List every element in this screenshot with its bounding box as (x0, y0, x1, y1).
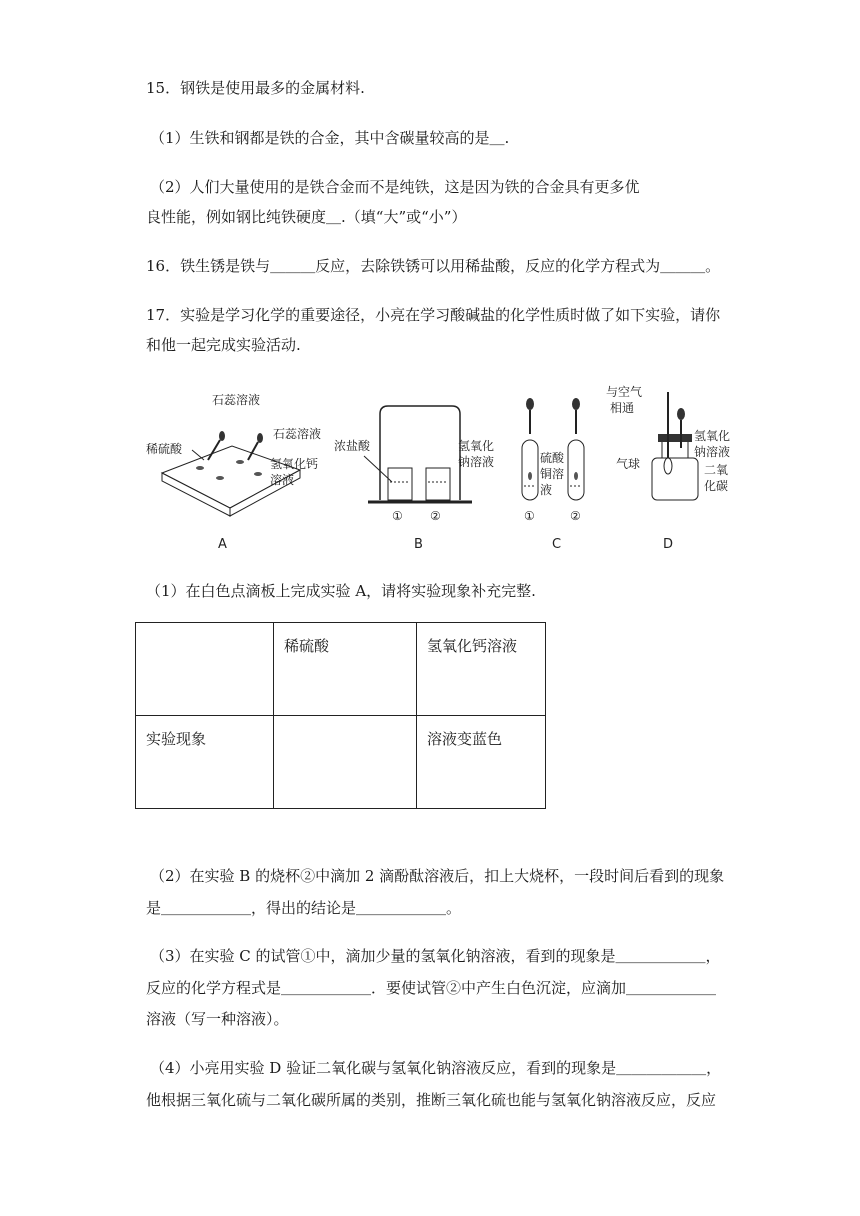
d-balloon-label: 气球 (616, 457, 641, 471)
observation-table (135, 622, 546, 809)
c-tube-1-label: ① (524, 509, 535, 523)
a-base-label-2: 溶液 (270, 473, 295, 487)
table-cell (274, 716, 417, 809)
table-cell: 溶液变蓝色 (417, 716, 546, 809)
d-air-label-2: 相通 (610, 401, 635, 415)
d-co2-label-1: 二氧 (704, 463, 729, 477)
table-cell: 实验现象 (136, 716, 274, 809)
experiment-figure (140, 378, 740, 558)
table-header-cell: 稀硫酸 (274, 623, 417, 716)
b-figure-label: B (414, 537, 423, 552)
q17-part2-line2: 是＿＿＿＿＿＿，得出的结论是＿＿＿＿＿＿。 (146, 899, 462, 917)
a-litmus-label-2: 石蕊溶液 (273, 427, 322, 441)
q17-part4-line1: （4）小亮用实验 D 验证二氧化碳与氢氧化钠溶液反应，看到的现象是＿＿＿＿＿＿， (150, 1059, 722, 1077)
q17-part3-line1: （3）在实验 C 的试管①中，滴加少量的氢氧化钠溶液，看到的现象是＿＿＿＿＿＿， (150, 947, 721, 965)
q15-part2-line1: （2）人们大量使用的是铁合金而不是纯铁，这是因为铁的合金具有更多优 (150, 178, 640, 196)
b-hcl-label: 浓盐酸 (334, 439, 371, 453)
q15-part1: （1）生铁和钢都是铁的合金，其中含碳量较高的是＿. (150, 129, 510, 147)
figure-c (522, 398, 584, 552)
c-cuso4-label-2: 铜溶 (540, 467, 565, 481)
b-naoh-label-1: 氢氧化 (458, 439, 495, 453)
c-figure-label: C (552, 537, 562, 552)
q17-part3-line2: 反应的化学方程式是＿＿＿＿＿＿．要使试管②中产生白色沉淀，应滴加＿＿＿＿＿＿ (146, 979, 717, 997)
a-acid-label: 稀硫酸 (146, 442, 183, 456)
figure-a (146, 392, 321, 552)
q15-stem: 15．钢铁是使用最多的金属材料. (146, 79, 365, 97)
q16-text: 16．铁生锈是铁与＿＿＿反应，去除铁锈可以用稀盐酸，反应的化学方程式为＿＿＿。 (146, 257, 721, 275)
d-air-label-1: 与空气 (606, 385, 643, 399)
b-beaker-1-label: ① (392, 509, 403, 523)
q17-part3-line3: 溶液（写一种溶液）。 (146, 1010, 289, 1028)
table-header-cell: 氢氧化钙溶液 (417, 623, 546, 716)
a-litmus-label-1: 石蕊溶液 (212, 393, 261, 407)
d-figure-label: D (663, 537, 674, 552)
table-header-row (136, 623, 546, 716)
a-figure-label: A (218, 537, 227, 552)
c-tube-2-label: ② (570, 509, 581, 523)
b-beaker-2-label: ② (430, 509, 441, 523)
q17-stem-line1: 17．实验是学习化学的重要途径，小亮在学习酸碱盐的化学性质时做了如下实验，请你 (146, 306, 721, 324)
q17-part2-line1: （2）在实验 B 的烧杯②中滴加 2 滴酚酞溶液后，扣上大烧杯，一段时间后看到的现象 (150, 867, 725, 885)
c-cuso4-label-1: 硫酸 (540, 451, 565, 465)
a-base-label-1: 氢氧化钙 (270, 457, 319, 471)
q17-stem-line2: 和他一起完成实验活动. (146, 336, 301, 354)
q17-part1: （1）在白色点滴板上完成实验 A，请将实验现象补充完整. (146, 582, 536, 600)
d-co2-label-2: 化碳 (704, 479, 729, 493)
b-naoh-label-2: 钠溶液 (458, 455, 495, 469)
q15-part2-line2: 良性能，例如钢比纯铁硬度＿.（填“大”或“小”） (146, 208, 467, 226)
q17-part4-line2: 他根据三氧化硫与二氧化碳所属的类别，推断三氧化硫也能与氢氧化钠溶液反应，反应 (146, 1091, 717, 1109)
figure-b (334, 406, 494, 552)
d-naoh-label-1: 氢氧化 (694, 429, 731, 443)
figure-d (606, 384, 730, 552)
c-cuso4-label-3: 液 (540, 483, 553, 497)
d-naoh-label-2: 钠溶液 (694, 445, 731, 459)
table-header-cell (136, 623, 274, 716)
table-row (136, 716, 546, 809)
